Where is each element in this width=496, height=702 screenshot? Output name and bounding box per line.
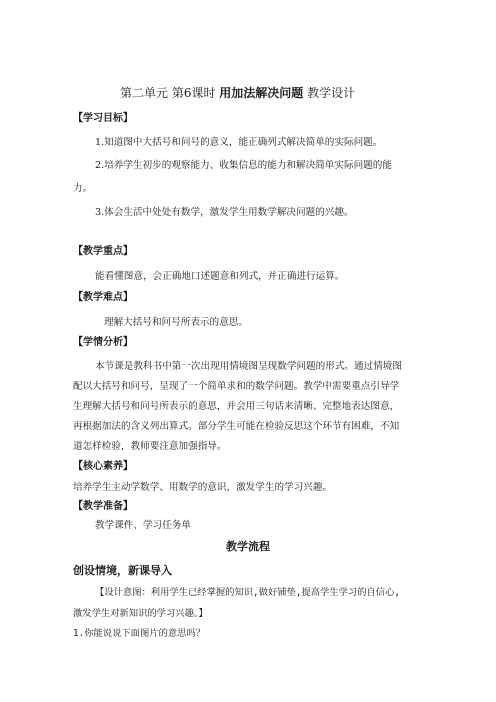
objective-item-3: 3.体会生活中处处有数学，激发学生用数学解决问题的兴趣。: [95, 207, 354, 218]
key-points-heading: 【教学重点】: [73, 246, 133, 257]
analysis-line-1: 本节课是教科书中第一次出现用情境图呈现数学问题的形式。通过情境图: [95, 361, 402, 372]
title-topic: 用加法解决问题: [219, 86, 304, 100]
document-title: [120, 86, 355, 101]
objective-item-2: 2.培养学生初步的观察能力、收集信息的能力和解决简单实际问题的能: [95, 160, 392, 171]
section-intro-heading: 创设情境，新课导入: [73, 564, 172, 577]
key-points-text: 能看懂图意，会正确地口述题意和列式，并正确进行运算。: [95, 271, 345, 282]
difficulties-text: 理解大括号和问号所表示的意思。: [104, 317, 248, 328]
preparation-text: 教学课件、学习任务单: [95, 520, 191, 531]
analysis-line-5: 道怎样检验，教师要注意加强指导。: [73, 441, 227, 452]
analysis-line-4: 再根据加法的含义列出算式。部分学生可能在检验反思这个环节有困难，不知: [73, 421, 400, 432]
objectives-heading: 【学习目标】: [73, 113, 133, 124]
analysis-heading: 【学情分析】: [73, 337, 133, 348]
difficulties-heading: 【教学难点】: [73, 292, 133, 303]
question-1: 1.你能说说下面图片的意思吗？: [73, 628, 206, 639]
process-title: 教学流程: [226, 540, 270, 553]
title-suffix: 教学设计: [303, 86, 356, 100]
literacy-heading: 【核心素养】: [73, 461, 133, 472]
objective-item-1: 1.知道图中大括号和问号的意义，能正确列式解决简单的实际问题。: [95, 137, 383, 148]
design-intent-line-2: 激发学生对新知识的学习兴趣。】: [73, 608, 208, 619]
literacy-text: 培养学生主动学数学、用数学的意识，激发学生的学习兴趣。: [73, 482, 333, 493]
preparation-heading: 【教学准备】: [73, 501, 133, 512]
title-prefix: 第二单元 第6课时: [120, 86, 220, 100]
objective-item-2-cont: 力。: [73, 183, 93, 194]
analysis-line-2: 配以大括号和问号，呈现了一个简单求和的数学问题。教学中需要重点引导学: [73, 381, 400, 392]
design-intent-line-1: 【设计意图：利用学生已经掌握的知识,做好铺垫,提高学生学习的自信心,: [95, 587, 400, 598]
analysis-line-3: 生理解大括号和问号所表示的意思，并会用三句话来清晰、完整地表达图意，: [73, 401, 400, 412]
